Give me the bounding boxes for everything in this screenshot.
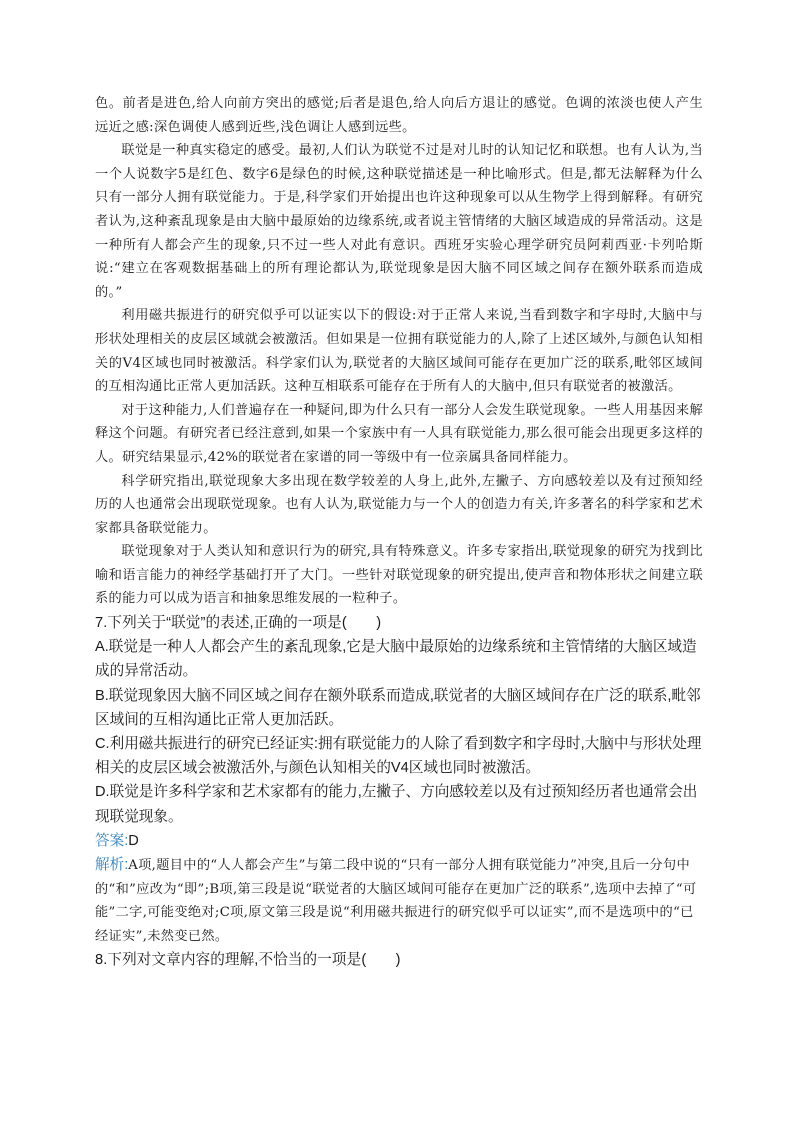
analysis-label: 解析: bbox=[95, 857, 129, 874]
passage-paragraph: 利用磁共振进行的研究似乎可以证实以下的假设:对于正常人来说,当看到数字和字母时,大脑中与形状处理相关的皮层区域就会被激活。但如果是一位拥有联觉能力的人,除了上述区域外,与颜色认知相关的V4区域也同时被激活。科学家们认为,联觉者的大脑区域间可能存在更加广泛的联系,毗邻区域间的互相沟通比正常人更加活跃。这种互相联系可能存在于所有人的大脑中,但只有联觉者的被激活。 bbox=[95, 308, 703, 395]
answer-label: 答案: bbox=[95, 832, 129, 849]
question-8 bbox=[95, 948, 703, 972]
analysis-text: A项,题目中的“人人都会产生”与第二段中说的“只有一部分人拥有联觉能力”冲突,且后一分句中的“和”应改为“即”;B项,第三段是说“联觉者的大脑区域间可能存在更加广泛的联系”,选项中去掉了“可能”二字,可能变绝对;C项,原文第三段是说“利用磁共振进行的研究似乎可以证实”,而不是选项中的“已经证实”,未然变已然。 bbox=[95, 858, 697, 944]
passage-paragraph: 联觉是一种真实稳定的感受。最初,人们认为联觉不过是对儿时的认知记忆和联想。也有人认为,当一个人说数字5是红色、数字6是绿色的时候,这种联觉描述是一种比喻形式。但是,都无法解释为什么只有一部分人拥有联觉能力。于是,科学家们开始提出也许这种现象可以从生物学上得到解释。有研究者认为,这种紊乱现象是由大脑中最原始的边缘系统,或者说主管情绪的大脑区域造成的异常活动。这是一种所有人都会产生的现象,只不过一些人对此有意识。西班牙实验心理学研究员阿莉西亚·卡列哈斯说:“建立在客观数据基础上的所有理论都认为,联觉现象是因大脑不同区域之间存在额外联系而造成的。” bbox=[95, 143, 703, 300]
question-stem: 7.下列关于“联觉”的表述,正确的一项是( ) bbox=[95, 615, 382, 632]
option-a: A.联觉是一种人人都会产生的紊乱现象,它是大脑中最原始的边缘系统和主管情绪的大脑区域造成的异常活动。 bbox=[95, 639, 697, 680]
analysis-block bbox=[95, 853, 703, 948]
question-7 bbox=[95, 611, 703, 948]
answer-value: D bbox=[128, 832, 139, 849]
answer-line bbox=[95, 829, 703, 853]
reading-passage bbox=[95, 92, 703, 611]
option-c: C.利用磁共振进行的研究已经证实:拥有联觉能力的人除了看到数字和字母时,大脑中与形状处理相关的皮层区域会被激活外,与颜色认知相关的V4区域也同时被激活。 bbox=[95, 736, 702, 777]
option-d: D.联觉是许多科学家和艺术家都有的能力,左撇子、方向感较差以及有过预知经历者也通常会出现联觉现象。 bbox=[95, 784, 698, 825]
passage-paragraph: 联觉现象对于人类认知和意识行为的研究,具有特殊意义。许多专家指出,联觉现象的研究为找到比喻和语言能力的神经学基础打开了大门。一些针对联觉现象的研究提出,使声音和物体形状之间建立联系的能力可以成为语言和抽象思维发展的一粒种子。 bbox=[95, 544, 703, 607]
passage-paragraph: 对于这种能力,人们普遍存在一种疑问,即为什么只有一部分人会发生联觉现象。一些人用基因来解释这个问题。有研究者已经注意到,如果一个家族中有一人具有联觉能力,那么很可能会出现更多这样的人。研究结果显示,42%的联觉者在家谱的同一等级中有一位亲属具备同样能力。 bbox=[95, 402, 703, 465]
option-b: B.联觉现象因大脑不同区域之间存在额外联系而造成,联觉者的大脑区域间存在广泛的联系,毗邻区域间的互相沟通比正常人更加活跃。 bbox=[95, 687, 701, 728]
passage-paragraph: 色。前者是进色,给人向前方突出的感觉;后者是退色,给人向后方退让的感觉。色调的浓淡也使人产生远近之感:深色调使人感到近些,浅色调让人感到远些。 bbox=[95, 96, 703, 135]
document-page bbox=[95, 92, 703, 973]
passage-paragraph: 科学研究指出,联觉现象大多出现在数学较差的人身上,此外,左撇子、方向感较差以及有过预知经历的人也通常会出现联觉现象。也有人认为,联觉能力与一个人的创造力有关,许多著名的科学家和艺术家都具备联觉能力。 bbox=[95, 473, 703, 536]
question-stem: 8.下列对文章内容的理解,不恰当的一项是( ) bbox=[95, 952, 401, 969]
